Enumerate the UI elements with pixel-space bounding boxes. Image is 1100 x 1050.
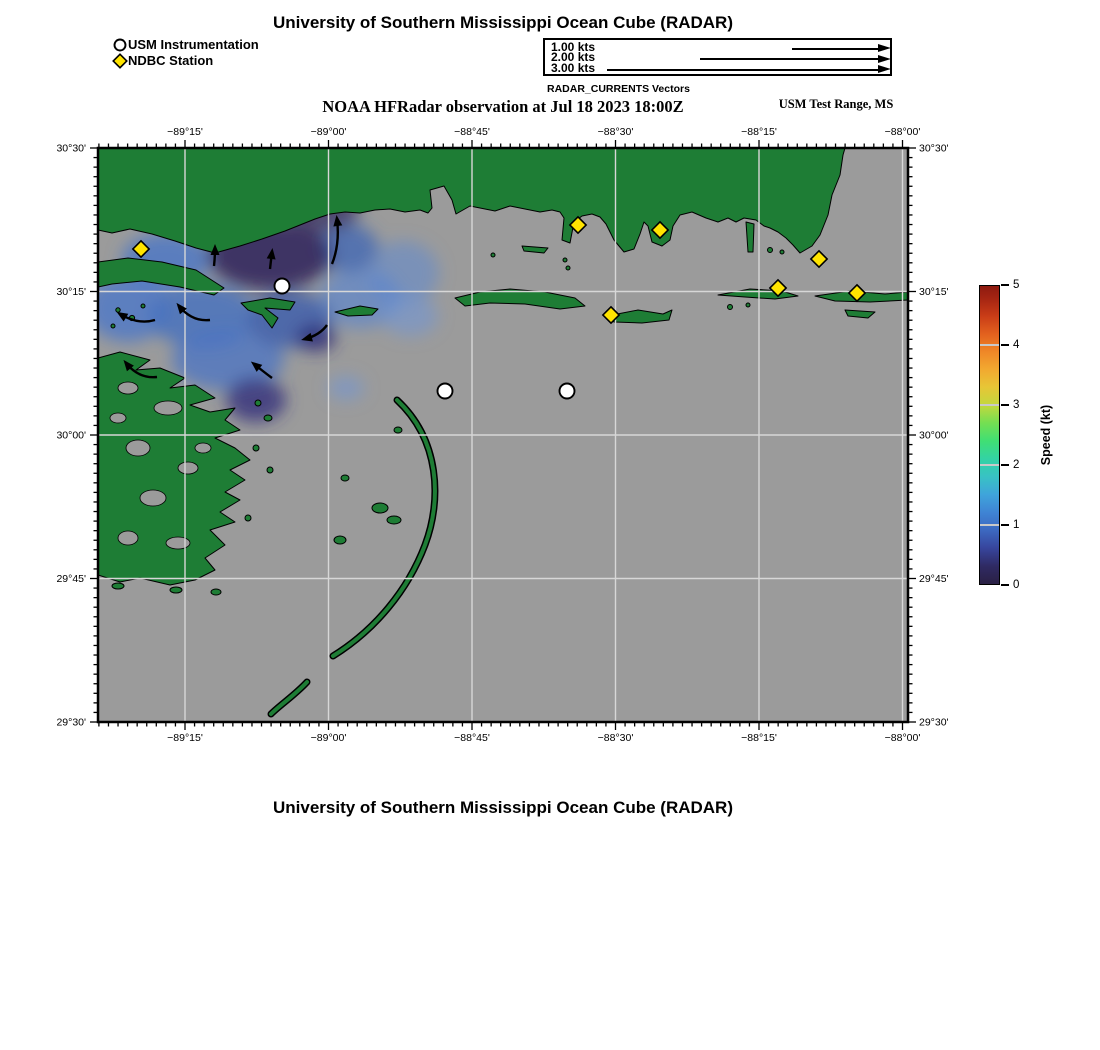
- colorbar-tick: [1001, 284, 1009, 286]
- vector-scale-line: [700, 58, 878, 60]
- x-tick-label: −89°15': [167, 732, 203, 744]
- speed-field-blob: [226, 378, 286, 422]
- y-tick-label: 30°15': [919, 286, 949, 298]
- colorbar-tick-label: 4: [1013, 339, 1020, 351]
- x-tick-label: −89°15': [167, 126, 203, 138]
- x-tick-label: −88°30': [597, 732, 634, 744]
- colorbar-gridline: [980, 524, 999, 526]
- speed-field-blob: [328, 376, 364, 400]
- legend-ndbc-label: NDBC Station: [128, 53, 214, 68]
- colorbar-gridline: [980, 404, 999, 406]
- vector-scale-row-label: 1.00 kts: [551, 39, 596, 54]
- ndbc-station-icon: [113, 54, 127, 68]
- colorbar-title: Speed (kt): [1039, 404, 1053, 466]
- y-tick-label: 30°15': [56, 286, 86, 298]
- vector-scale-line: [607, 69, 878, 71]
- colorbar-tick-label: 3: [1013, 399, 1020, 411]
- usm-instrument-marker: [275, 279, 290, 294]
- y-tick-label: 30°00': [56, 429, 86, 442]
- legend-usm-label: USM Instrumentation: [128, 37, 259, 52]
- x-tick-label: −88°15': [741, 126, 777, 138]
- x-tick-label: −88°00': [884, 126, 921, 138]
- y-tick-label: 29°30': [56, 716, 86, 729]
- vector-scale-caption: RADAR_CURRENTS Vectors: [547, 83, 690, 95]
- y-tick-label: 30°00': [919, 429, 949, 442]
- colorbar-tick-label: 2: [1013, 459, 1020, 471]
- observation-subtitle: NOAA HFRadar observation at Jul 18 2023 18:00Z: [322, 97, 684, 116]
- x-tick-label: −89°00': [310, 126, 347, 138]
- vector-scale-arrowhead: [878, 65, 891, 73]
- vector-scale-row-label: 3.00 kts: [551, 60, 596, 75]
- speed-field-blob: [296, 324, 336, 352]
- colorbar-gridline: [980, 344, 999, 346]
- vector-scale-arrowhead: [878, 44, 891, 52]
- colorbar-tick-label: 0: [1013, 579, 1020, 591]
- region-label: USM Test Range, MS: [778, 97, 894, 111]
- colorbar-tick: [1001, 584, 1009, 586]
- y-tick-label: 29°45': [919, 573, 949, 585]
- colorbar: [979, 285, 1000, 585]
- x-tick-label: −89°00': [310, 732, 347, 744]
- colorbar-tick: [1001, 524, 1009, 526]
- colorbar-tick: [1001, 404, 1009, 406]
- map-canvas: [56, 126, 949, 744]
- speed-field-blob: [382, 296, 438, 336]
- y-tick-label: 30°30': [56, 142, 86, 155]
- vector-scale-box: [543, 38, 892, 76]
- vector-scale-line: [792, 48, 878, 50]
- usm-instrumentation-icon: [115, 40, 126, 51]
- usm-instrument-marker: [438, 384, 453, 399]
- y-tick-label: 30°30': [919, 142, 949, 155]
- x-tick-label: −88°15': [741, 732, 777, 744]
- y-tick-label: 29°45': [56, 573, 86, 585]
- figure-title-top: University of Southern Mississippi Ocean Cube (RADAR): [272, 13, 733, 32]
- vector-scale-row-label: 2.00 kts: [551, 50, 596, 65]
- colorbar-tick: [1001, 464, 1009, 466]
- x-tick-label: −88°00': [884, 732, 921, 744]
- vector-scale-arrowhead: [878, 55, 891, 63]
- y-tick-label: 29°30': [919, 716, 949, 729]
- colorbar-gridline: [980, 464, 999, 466]
- x-tick-label: −88°30': [597, 126, 634, 138]
- colorbar-tick-label: 5: [1013, 279, 1020, 291]
- x-tick-label: −88°45': [454, 732, 490, 744]
- figure-title-bottom: University of Southern Mississippi Ocean Cube (RADAR): [272, 798, 733, 817]
- x-tick-label: −88°45': [454, 126, 490, 138]
- colorbar-tick-label: 1: [1013, 519, 1020, 531]
- colorbar-tick: [1001, 344, 1009, 346]
- usm-instrument-marker: [560, 384, 575, 399]
